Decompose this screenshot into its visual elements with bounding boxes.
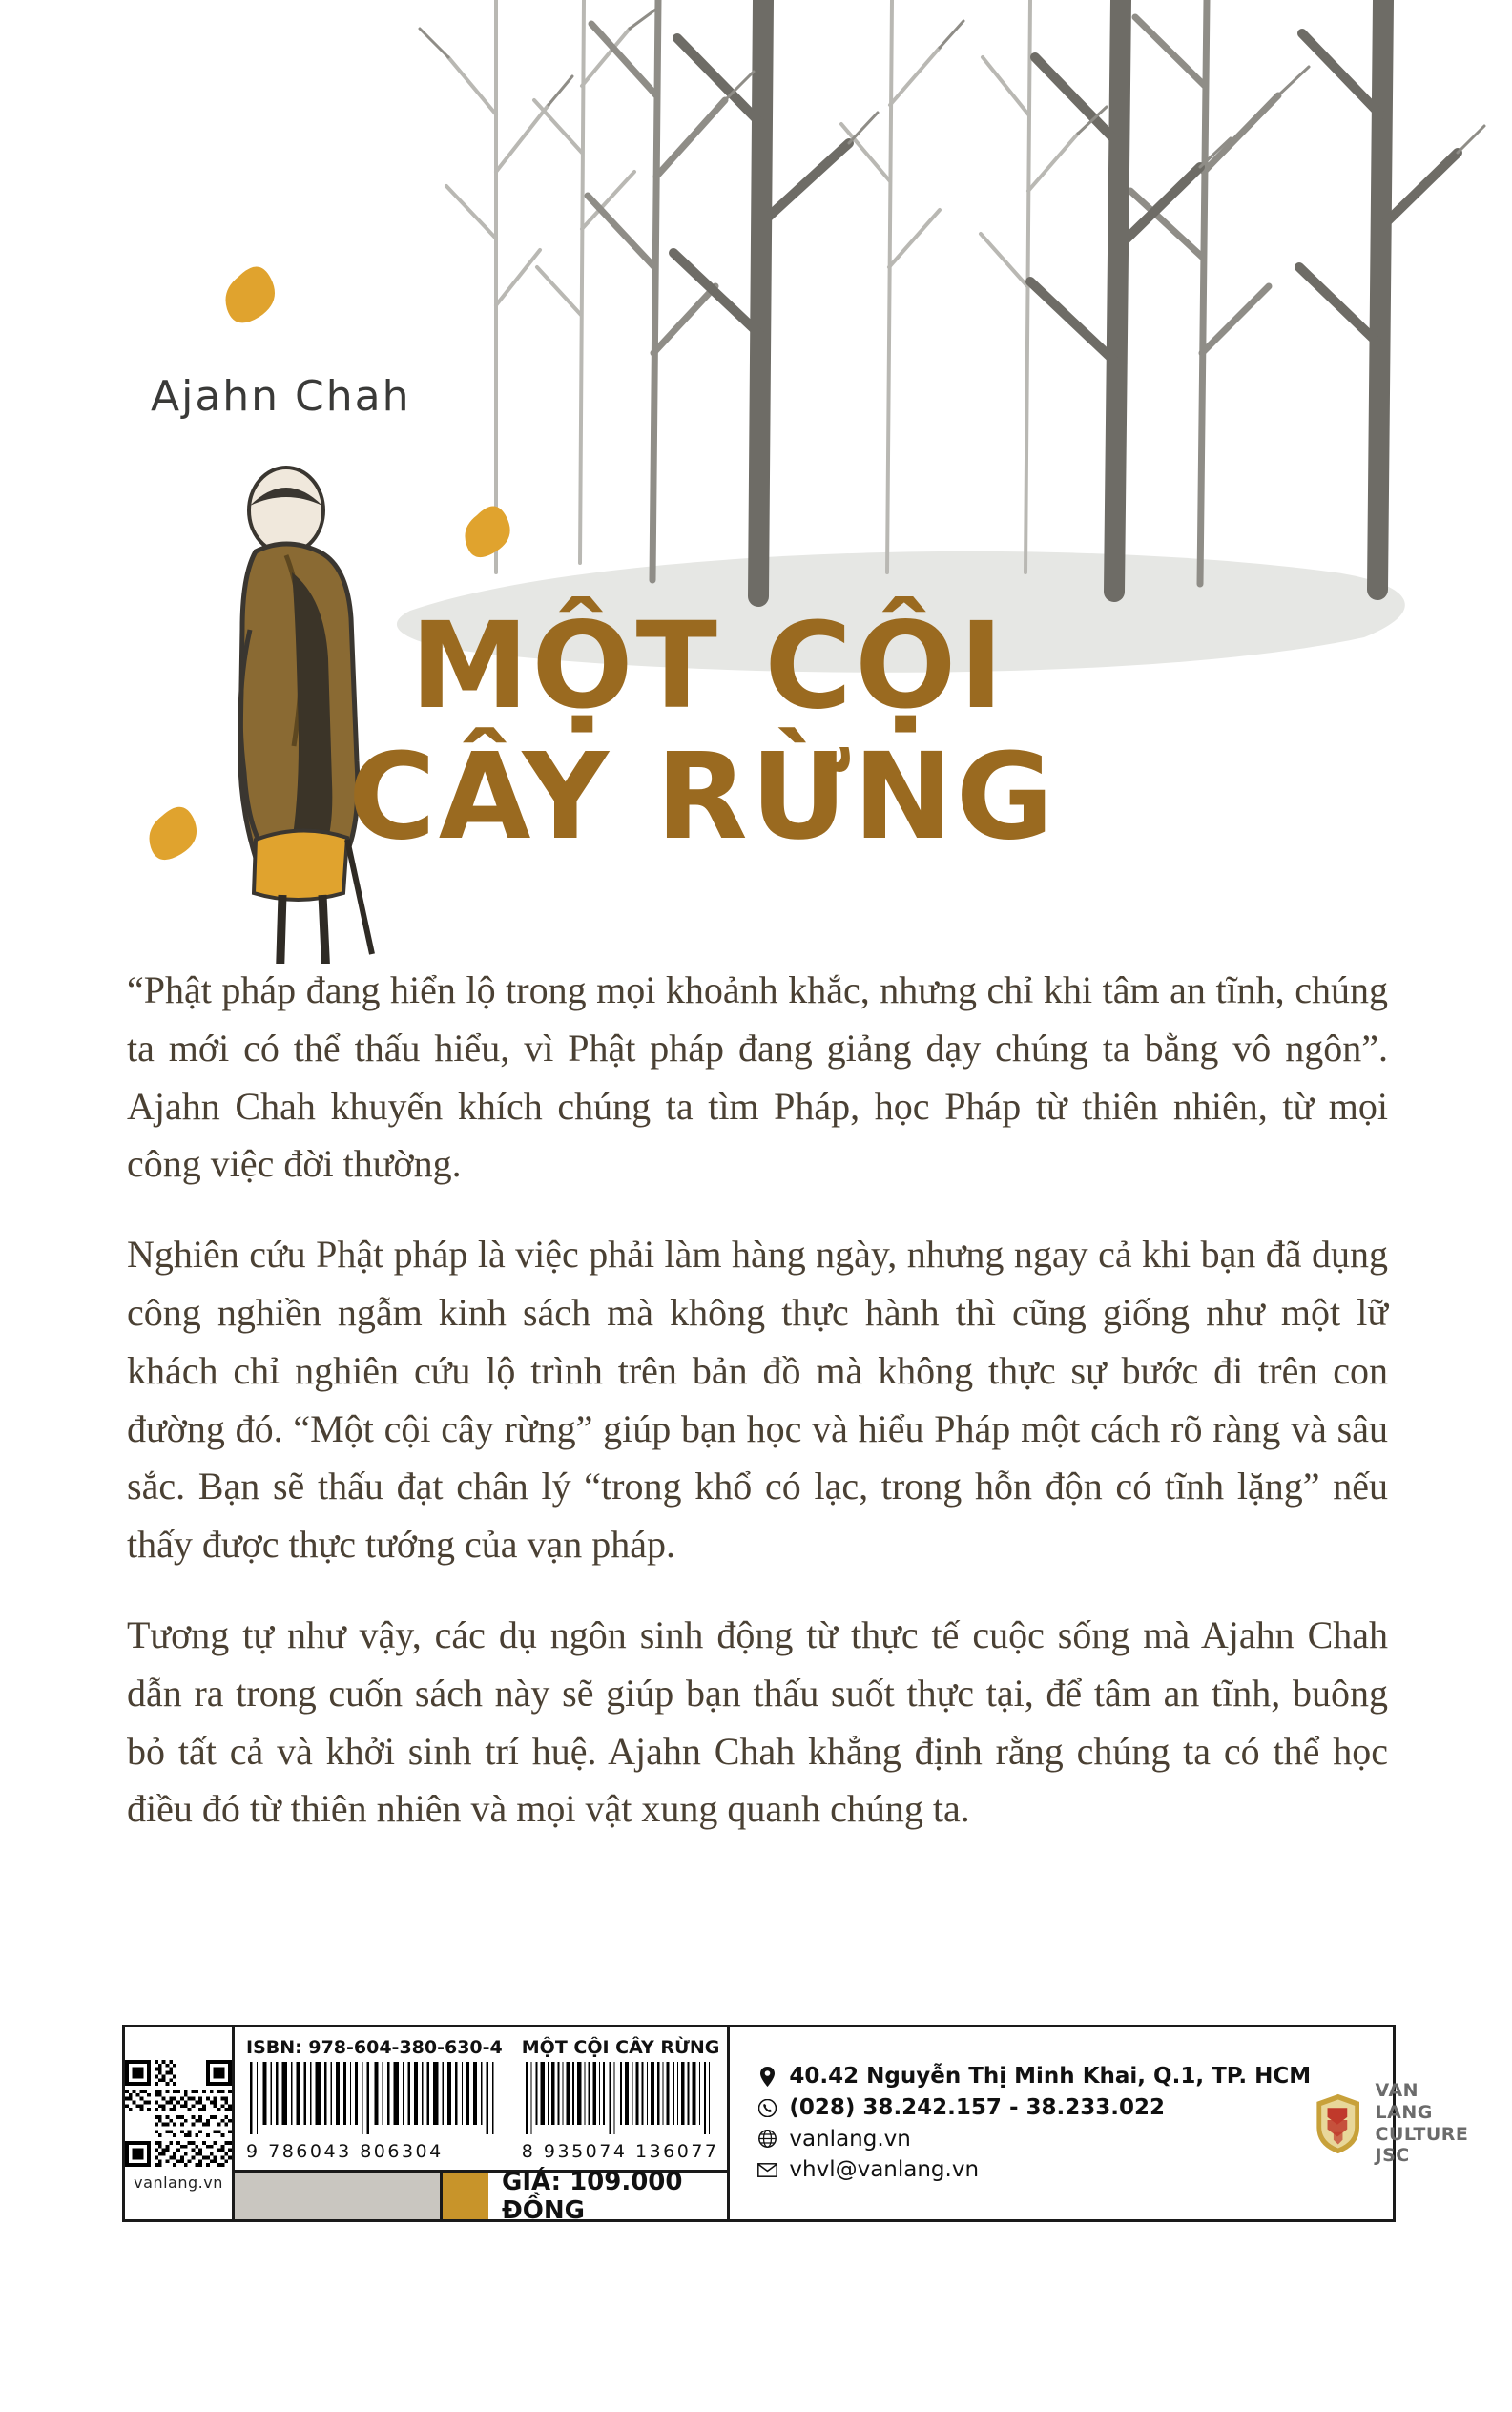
ean-barcode-icon: [522, 2062, 720, 2134]
blurb-paragraph: “Phật pháp đang hiển lộ trong mọi khoảnh khắc, nhưng chỉ khi tâm an tĩnh, chúng ta mới có thể thấu hiểu, vì Phật pháp đang giảng dạy chúng ta bằng vô ngôn”. Ajahn Chah khuyến khích chúng ta tìm Pháp, học Pháp từ thiên nhiên, từ mọi công việc đời thường.: [127, 968, 1388, 1186]
globe-icon: [753, 2130, 781, 2148]
author-name: Ajahn Chah: [151, 372, 411, 421]
qr-caption: vanlang.vn: [134, 2173, 223, 2192]
isbn-barcode-block: [235, 2027, 510, 2170]
ean-barcode-block: [510, 2027, 728, 2170]
publisher-line-1: VAN LANG: [1375, 2079, 1433, 2123]
blurb-paragraph: Nghiên cứu Phật pháp là việc phải làm hàng ngày, nhưng ngay cả khi bạn đã dụng công nghiền ngẫm kinh sách mà không thực hành thì cũng giống như một lữ khách chỉ nghiên cứu lộ trình trên bản đồ mà không thực sự bước đi trên con đường đó. “Một cội cây rừng” giúp bạn học và hiểu Pháp một cách rõ ràng và sâu sắc. Bạn sẽ thấu đạt chân lý “trong khổ có lạc, trong hỗn độn có tĩnh lặng” nếu thấy được thực tướng của vạn pháp.: [127, 1233, 1388, 1567]
contact-phone: (028) 38.242.157 - 38.233.022: [789, 2094, 1165, 2120]
barcodes-cell: [235, 2027, 730, 2225]
contact-address: 40.42 Nguyễn Thị Minh Khai, Q.1, TP. HCM: [789, 2064, 1312, 2090]
qr-code-icon: [125, 2060, 232, 2167]
book-title: [348, 597, 1068, 866]
publisher-footer: [122, 2025, 1469, 2225]
title-line-2: CÂY RỪNG: [348, 727, 1057, 866]
contact-cell: [730, 2027, 1311, 2219]
publisher-name: [1376, 2080, 1482, 2167]
isbn-label: ISBN: 978-604-380-630-4: [246, 2037, 503, 2058]
gold-swatch: [443, 2170, 488, 2219]
publisher-logo-cell: [1311, 2027, 1496, 2219]
title-line-1: MỘT CỘI: [410, 597, 1006, 736]
blurb-paragraph: Tương tự như vậy, các dụ ngôn sinh động từ thực tế cuộc sống mà Ajahn Chah dẫn ra trong cuốn sách này sẽ giúp bạn thấu suốt thực tại, để tâm an tĩnh, buông bỏ tất cả và khởi sinh trí huệ. Ajahn Chah khẳng định rằng chúng ta có thể học điều đó từ thiên nhiên và mọi vật xung quanh chúng ta.: [127, 1612, 1388, 1831]
contact-website: vanlang.vn: [789, 2126, 911, 2152]
contact-website-row[interactable]: [753, 2124, 1311, 2155]
ean-number: 8 935074 136077: [521, 2141, 719, 2162]
phone-icon: [753, 2099, 781, 2117]
location-pin-icon: [753, 2067, 781, 2087]
publisher-line-2: CULTURE JSC: [1375, 2123, 1469, 2167]
isbn-barcode-icon: [246, 2062, 503, 2134]
isbn-number: 9 786043 806304: [246, 2141, 444, 2162]
contact-email-row[interactable]: [753, 2154, 1311, 2186]
book-title-label: MỘT CỘI CÂY RỪNG: [521, 2037, 720, 2058]
van-lang-logo-icon: [1311, 2085, 1365, 2163]
back-cover-blurb: [127, 962, 1388, 1871]
contact-address-row: [753, 2061, 1311, 2092]
price-label: GIÁ: 109.000 ĐỒNG: [488, 2170, 727, 2219]
contact-phone-row: [753, 2092, 1311, 2124]
envelope-icon: [753, 2163, 781, 2177]
contact-email: vhvl@vanlang.vn: [789, 2157, 980, 2183]
grey-swatch: [235, 2170, 443, 2219]
qr-cell: [125, 2027, 235, 2219]
